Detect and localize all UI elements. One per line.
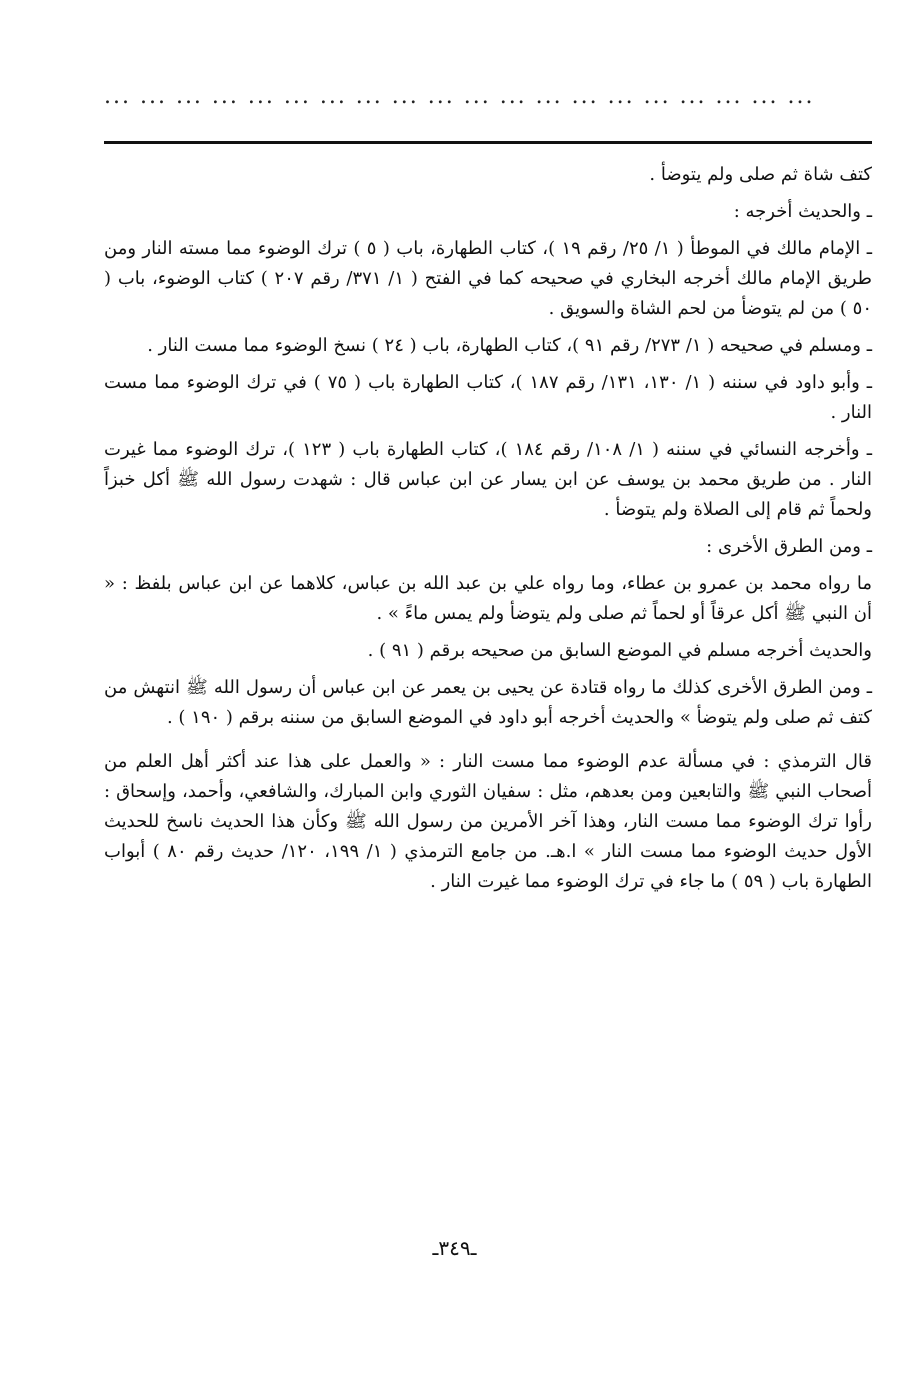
continuation-dots: ... ... ... ... ... ... ... ... ... ... ... ... ... ... ... ... ... ... ... ...: [104, 84, 815, 109]
paragraph: قال الترمذي : في مسألة عدم الوضوء مما مست النار : « والعمل على هذا عند أكثر أهل العلم من أصحاب النبي ﷺ والتابعين ومن بعدهم، مثل : سفيان الثوري وابن المبارك، والشافعي، وأحمد، وإسحاق : رأوا ترك الوضوء مما مست النار، وهذا آخر الأمرين من رسول الله ﷺ وكأن هذا الحديث ناسخ للحديث الأول حديث الوضوء مما مست النار » ا.هـ. من جامع الترمذي ( ١/ ١٩٩، ١٢٠/ حديث رقم ٨٠ ) أبواب الطهارة باب ( ٥٩ ) ما جاء في ترك الوضوء مما غيرت النار .: [104, 751, 873, 892]
paragraph: ما رواه محمد بن عمرو بن عطاء، وما رواه علي بن عبد الله بن عباس، كلاهما عن ابن عباس بلفظ : « أن النبي ﷺ أكل عرقاً أو لحماً ثم صلى ولم يتوضأ ولم يمس ماءً » .: [104, 573, 872, 624]
page-number: ـ٣٤٩ـ: [432, 1236, 477, 1260]
paragraph: ـ الإمام مالك في الموطأ ( ١/ ٢٥/ رقم ١٩ )، كتاب الطهارة، باب ( ٥ ) ترك الوضوء مما مسته النار ومن طريق الإمام مالك أخرجه البخاري في صحيحه كما في الفتح ( ١/ ٣٧١/ رقم ٢٠٧ ) كتاب الوضوء، باب ( ٥٠ ) من لم يتوضأ من لحم الشاة والسويق .: [104, 238, 872, 319]
paragraph: ـ والحديث أخرجه :: [733, 201, 872, 222]
paragraph: ـ ومن الطرق الأخرى كذلك ما رواه قتادة عن يحيى بن يعمر عن ابن عباس أن رسول الله ﷺ انتهش من كتف ثم صلى ولم يتوضأ » والحديث أخرجه أبو داود في الموضع السابق من سننه برقم ( ١٩٠ ) .: [104, 677, 872, 728]
paragraph: ـ ومسلم في صحيحه ( ١/ ٢٧٣/ رقم ٩١ )، كتاب الطهارة، باب ( ٢٤ ) نسخ الوضوء مما مست النار .: [147, 335, 872, 356]
footnote-separator-rule: [104, 141, 872, 144]
paragraph: ـ وأبو داود في سننه ( ١/ ١٣٠، ١٣١/ رقم ١٨٧ )، كتاب الطهارة باب ( ٧٥ ) في ترك الوضوء مما مست النار .: [104, 372, 872, 423]
footnote-body: [104, 160, 872, 904]
paragraph: والحديث أخرجه مسلم في الموضع السابق من صحيحه برقم ( ٩١ ) .: [367, 640, 872, 661]
paragraph: ـ وأخرجه النسائي في سننه ( ١/ ١٠٨/ رقم ١٨٤ )، كتاب الطهارة باب ( ١٢٣ )، ترك الوضوء مما غيرت النار . من طريق محمد بن يوسف عن ابن يسار عن ابن عباس قال : شهدت رسول الله ﷺ أكل خبزاً ولحماً ثم قام إلى الصلاة ولم يتوضأ .: [104, 439, 872, 520]
paragraph: ـ ومن الطرق الأخرى :: [706, 536, 872, 557]
paragraph: كتف شاة ثم صلى ولم يتوضأ .: [649, 164, 872, 185]
